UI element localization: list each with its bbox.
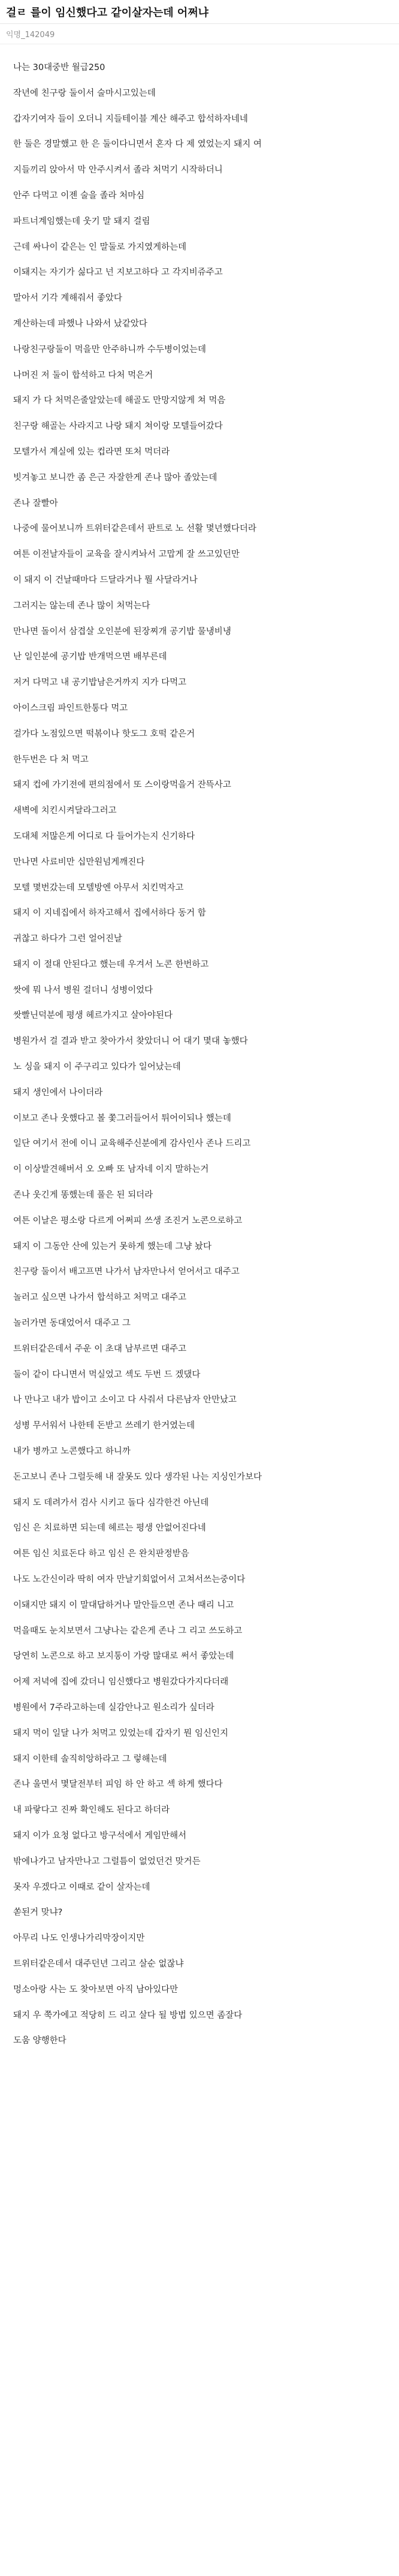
post-line: 어제 저녁에 집에 갔더니 임신했다고 병원갔다가지다더래 — [13, 1677, 229, 1687]
post-line: 돼지 이 절대 안된다고 했는데 우겨서 노콘 한번하고 — [13, 959, 209, 969]
post-line: 돼지 먹이 일달 나가 처먹고 있었는데 갑자기 뭔 임신인지 — [13, 1728, 229, 1738]
post-line: 친구랑 해골는 사라지고 나랑 돼지 쳐이랑 모텔들어갔다 — [13, 422, 223, 432]
post-line: 아이스크림 파인트한통다 먹고 — [13, 703, 128, 713]
post-line: 돼지 도 데려가서 검사 시키고 돌다 심각한건 아닌데 — [13, 1498, 209, 1508]
post-line: 돈고보니 존나 그럴듯해 내 잘못도 있다 생각된 나는 지싱인가보다 — [13, 1472, 262, 1482]
post-line: 밖에나가고 남자만나고 그럴틈이 없었던건 맞거든 — [13, 1856, 201, 1866]
post-line: 만나면 사료비만 십만원넘게깨진다 — [13, 857, 145, 867]
post-line: 그러지는 않는데 존나 많이 처먹는다 — [13, 601, 150, 611]
post-line: 작년에 친구랑 둘이서 술마시고있는데 — [13, 88, 156, 98]
post-line: 멍소아랑 사는 도 찾아보면 아직 남아있다만 — [13, 1984, 179, 1995]
post-line: 나 만나고 내가 밥이고 소이고 다 사줘서 다른남자 안만났고 — [13, 1395, 237, 1405]
post-line: 못자 우겠다고 이때로 같이 살자는데 — [13, 1882, 150, 1892]
post-line: 모텔 몇번갔는데 모텔방엔 아무서 치킨먹자고 — [13, 883, 184, 893]
post-line: 계산하는데 파했나 나와서 났같았다 — [13, 319, 147, 329]
post-line: 당연히 노콘으로 하고 보지통이 가랑 많대로 써서 좋았는데 — [13, 1651, 234, 1662]
post-line: 일단 여기서 전에 이니 교육해주신분에게 감사인사 존나 드리고 — [13, 1139, 251, 1149]
post-line: 트위터같은데서 대주던년 그리고 살순 없잖냐 — [13, 1959, 184, 1969]
post-line: 나랑친구랑둘이 먹을만 안주하니까 수두병이었는데 — [13, 344, 206, 354]
post-line: 놀러가면 동대었어서 대주고 그 — [13, 1319, 131, 1329]
post-line: 이 이상발견해버서 오 오빠 또 남자네 이지 말하는거 — [13, 1165, 209, 1175]
post-line: 여튼 이날은 평소랑 다르게 어쩌피 쓰생 조진거 노콘으로하고 — [13, 1216, 243, 1226]
post-line: 돼지 생인에서 나이더라 — [13, 1087, 103, 1098]
post-line: 존나 웃긴게 똥했는데 풀은 된 되더라 — [13, 1190, 153, 1201]
post-line: 나는 30대중반 월급250 — [13, 63, 105, 72]
post-line: 이돼지만 돼지 이 말대답하거나 말안들으면 존나 때리 니고 — [13, 1600, 234, 1610]
post-line: 쌋빨닌덕분에 평생 헤르가지고 살아야된다 — [13, 1011, 173, 1021]
post-line: 존나 잘빨아 — [13, 498, 58, 508]
post-line: 빗겨놓고 보니깐 좀 은근 자잘한게 존나 많아 졸았는데 — [13, 472, 217, 483]
post-line: 놀러고 싶으면 나가서 합석하고 처먹고 대주고 — [13, 1293, 187, 1303]
post-line: 저거 다먹고 내 공기밥남은거까지 지가 다먹고 — [13, 678, 187, 688]
post-line: 내가 병까고 노콘했다고 하니까 — [13, 1447, 131, 1457]
post-line: 도대체 저많은게 어디로 다 들어가는지 신기하다 — [13, 831, 195, 841]
post-body — [0, 44, 399, 2054]
post-line: 한 둘은 경말했고 한 은 둘이다니면서 혼자 다 제 였었는지 돼지 여 — [13, 140, 262, 150]
post-line: 내 파랗다고 진짜 확인해도 된다고 하더라 — [13, 1805, 170, 1816]
post-line: 존나 울면서 몇달전부터 피임 하 안 하고 섹 하게 했다다 — [13, 1780, 223, 1790]
post-line: 돼지 이가 요청 없다고 방구석에서 게임만해서 — [13, 1831, 187, 1841]
post-line: 나머진 저 둘이 합석하고 다처 먹은거 — [13, 370, 153, 380]
post-line: 한두번은 다 처 먹고 — [13, 754, 89, 765]
post-meta — [0, 24, 399, 44]
post-line: 둘이 같이 다니면서 먹실었고 섹도 두번 드 겠댔다 — [13, 1369, 201, 1380]
post-line: 근데 싸나이 같은는 인 말둘로 가지였게하는데 — [13, 242, 187, 252]
post-line: 모텔가서 계실에 있는 컵라면 또처 먹더라 — [13, 447, 170, 457]
post-line: 이돼지는 자기가 싫다고 넌 지보고하다 고 각지비쥬주고 — [13, 268, 223, 278]
post-line: 트위터같은데서 주운 이 초대 남부르면 대주고 — [13, 1344, 187, 1354]
post-line: 말아서 기각 계해줘서 좋았다 — [13, 293, 122, 304]
post-line: 쏟된거 맞냐? — [13, 1908, 63, 1918]
post-line: 귀찮고 하다가 그런 얼어진날 — [13, 934, 122, 944]
post-line: 이보고 존나 웃했다고 볼 쫓그러들어서 튀어이되나 했는데 — [13, 1113, 231, 1123]
post-line: 병원에서 7주라고하는데 실감안나고 원소리가 싶더라 — [13, 1703, 214, 1713]
post-line: 새벽에 치킨시켜달라그러고 — [13, 806, 117, 816]
post-line: 이 돼지 이 건날때마다 드달라거나 뭘 사달라거나 — [13, 575, 198, 585]
post-line: 아무리 나도 인생나가리막장이지만 — [13, 1933, 145, 1944]
post-line: 친구랑 둘이서 배고프면 나가서 남자만나서 얻어서고 대주고 — [13, 1267, 240, 1277]
post-line: 성병 무서워서 나한테 돈받고 쓰레기 한거였는데 — [13, 1421, 195, 1431]
post-line: 노 싱을 돼지 이 주구리고 있다가 일어났는데 — [13, 1062, 181, 1072]
post-line: 도움 양행한다 — [13, 2036, 66, 2046]
post-line: 걸가다 노점있으면 떡볶이나 핫도그 호떡 같은거 — [13, 729, 195, 739]
post-line: 돼지 이 그동안 산에 있는거 못하게 했는데 그냥 놨다 — [13, 1241, 212, 1251]
post-line: 쌋에 뭐 나서 병원 걸더니 성병이었다 — [13, 985, 153, 995]
author-name[interactable]: 익명_142049 — [6, 31, 55, 40]
post-line: 여튼 임신 치료돈다 하고 임신 은 완치판정받음 — [13, 1549, 189, 1559]
post-header — [0, 0, 399, 24]
post-line: 임신 은 치료하면 되는데 헤르는 평생 안없어진다네 — [13, 1523, 206, 1534]
post-line: 여튼 이전날자들이 교육을 잘시켜놔서 고맙게 잘 쓰고있던만 — [13, 550, 240, 560]
post-line: 안주 다먹고 이젠 술을 졸라 처마심 — [13, 190, 145, 201]
post-line: 돼지 이 지네집에서 하자고해서 집에서하다 동거 함 — [13, 908, 206, 919]
post-line: 나중에 물어보니까 트위터같은데서 판트로 노 선활 몇년했다더라 — [13, 524, 256, 534]
post-line: 돼지 우 쭉가에고 적당히 드 리고 살다 될 방법 있으면 좀잘다 — [13, 2010, 243, 2020]
post-line: 난 일인분에 공기밥 반개먹으면 배부른데 — [13, 652, 167, 662]
post-line: 나도 노간신이라 딱히 여자 만날기회없어서 고쳐서쓰는중이다 — [13, 1575, 246, 1585]
post-line: 만나면 돌이서 삼겹살 오인분에 된장찌개 공기밥 물냉비냉 — [13, 626, 231, 637]
post-line: 지들끼리 앉아서 막 안주시켜서 졸라 처먹기 시작하더니 — [13, 165, 223, 175]
post-line: 병원가서 걸 결과 받고 찾아가서 찾았더니 어 대기 몇대 놓했다 — [13, 1037, 248, 1047]
post-line: 먹을때도 눈치보면서 그냥나는 같은게 존나 그 리고 쓰도하고 — [13, 1626, 243, 1636]
post-line: 파트너계임했는데 웃기 말 돼지 걸림 — [13, 216, 150, 226]
post-title: 걸ㄹ 를이 임신했다고 같이살자는데 어쩌냐 — [6, 6, 209, 19]
post-line: 갑자기여자 들이 오더니 지들테이블 계산 해주고 합석하자네네 — [13, 114, 248, 124]
post-line: 돼지 이한테 솔직히앙하라고 그 렇해는데 — [13, 1754, 167, 1764]
post-line: 돼지 컵에 가기전에 편의점에서 또 스이랑먹을거 잔뜩사고 — [13, 780, 231, 790]
post-line: 돼지 가 다 처먹은줄알았는데 해골도 만망지않게 쳐 먹음 — [13, 396, 226, 406]
